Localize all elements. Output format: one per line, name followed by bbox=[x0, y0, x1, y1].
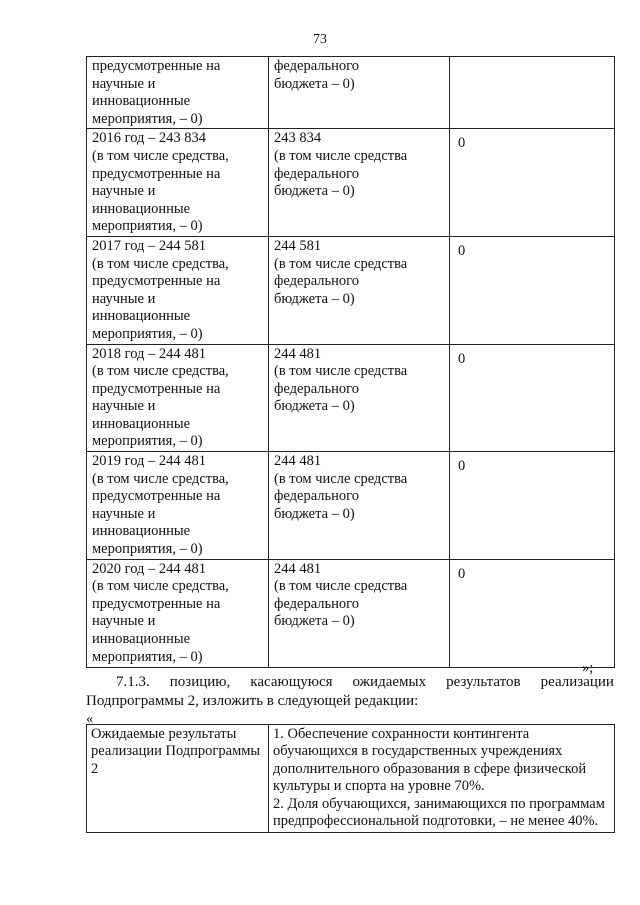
table-row bbox=[87, 344, 615, 452]
results-table bbox=[86, 724, 615, 833]
budget-cell-total: 2018 год – 244 481 (в том числе средства, предусмотренные на научные и инновационные мероприятия, – 0) bbox=[87, 344, 269, 452]
paragraph-word: реализации bbox=[540, 674, 614, 690]
results-label: Ожидаемые результаты реализации Подпрограммы 2 bbox=[87, 725, 269, 833]
result-item: 1. Обеспечение сохранности контингента обучающихся в государственных учреждениях дополнительного образования в сфере физической культуры и спорта на уровне 70%. bbox=[273, 726, 587, 795]
table-row bbox=[87, 57, 615, 129]
page-number: 73 bbox=[313, 32, 327, 47]
table-row bbox=[87, 452, 615, 560]
opening-quote: « bbox=[86, 711, 94, 727]
paragraph-line-1 bbox=[86, 673, 614, 692]
result-item: 2. Доля обучающихся, занимающихся по программам предпрофессиональной подготовки, – не менее 40%. bbox=[273, 795, 605, 830]
budget-cell-other: 0 bbox=[450, 559, 615, 667]
budget-cell-federal: 244 481 (в том числе средства федерального бюджета – 0) bbox=[269, 452, 450, 560]
closing-quote: »; bbox=[582, 660, 594, 676]
paragraph-word: результатов bbox=[446, 674, 521, 690]
budget-cell-total: предусмотренные на научные и инновационные мероприятия, – 0) bbox=[87, 57, 269, 129]
budget-cell-federal: 243 834 (в том числе средства федерального бюджета – 0) bbox=[269, 129, 450, 237]
budget-cell-other bbox=[450, 57, 615, 129]
amendment-paragraph bbox=[86, 673, 614, 711]
budget-cell-total: 2019 год – 244 481 (в том числе средства, предусмотренные на научные и инновационные мероприятия, – 0) bbox=[87, 452, 269, 560]
table-row bbox=[87, 236, 615, 344]
budget-cell-federal: 244 481 (в том числе средства федерального бюджета – 0) bbox=[269, 559, 450, 667]
paragraph-word: позицию, bbox=[169, 674, 231, 690]
budget-table bbox=[86, 56, 615, 668]
paragraph-word: касающуюся bbox=[250, 674, 333, 690]
budget-cell-other: 0 bbox=[450, 452, 615, 560]
table-row bbox=[87, 129, 615, 237]
budget-cell-federal: федерального бюджета – 0) bbox=[269, 57, 450, 129]
budget-cell-federal: 244 581 (в том числе средства федерального бюджета – 0) bbox=[269, 236, 450, 344]
budget-cell-other: 0 bbox=[450, 129, 615, 237]
budget-cell-other: 0 bbox=[450, 344, 615, 452]
paragraph-word: ожидаемых bbox=[352, 674, 427, 690]
results-content bbox=[269, 725, 615, 833]
budget-cell-federal: 244 481 (в том числе средства федерального бюджета – 0) bbox=[269, 344, 450, 452]
budget-cell-other: 0 bbox=[450, 236, 615, 344]
budget-cell-total: 2017 год – 244 581 (в том числе средства, предусмотренные на научные и инновационные мероприятия, – 0) bbox=[87, 236, 269, 344]
paragraph-line-2: Подпрограммы 2, изложить в следующей редакции: bbox=[86, 693, 419, 709]
budget-cell-total: 2020 год – 244 481 (в том числе средства, предусмотренные на научные и инновационные мероприятия, – 0) bbox=[87, 559, 269, 667]
budget-cell-total: 2016 год – 243 834 (в том числе средства, предусмотренные на научные и инновационные мероприятия, – 0) bbox=[87, 129, 269, 237]
paragraph-word: 7.1.3. bbox=[116, 674, 150, 690]
table-row bbox=[87, 559, 615, 667]
table-row bbox=[87, 725, 615, 833]
